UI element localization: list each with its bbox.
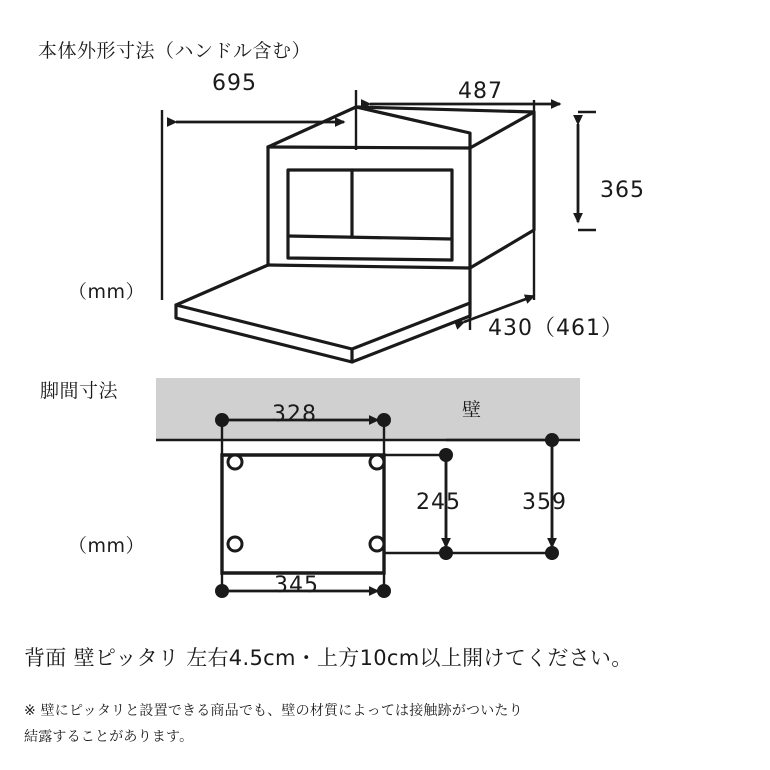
dimension-label-359: 359 [522,490,567,515]
foot-marker-front-left [228,537,242,551]
dimension-label-245: 245 [416,490,461,515]
wall-band [156,378,580,440]
dimension-label-487: 487 [458,79,503,104]
dimension-label-365: 365 [600,178,645,203]
bottom-diagram-group [156,414,580,597]
installation-note-main: 背面 壁ピッタリ 左右4.5cm・上方10cm以上開けてください。 [24,646,633,670]
top-dimension-arrows [176,104,578,322]
dimension-label-695: 695 [212,71,257,96]
dimension-label-345: 345 [274,573,319,598]
installation-note-small-line1: ※ 壁にピッタリと設置できる商品でも、壁の材質によっては接触跡がついたり [24,703,523,719]
foot-marker-rear-left [228,455,242,469]
foot-marker-front-right [370,537,384,551]
unit-label-top: （mm） [68,281,146,303]
bottom-dimension-arrows [228,420,552,591]
installation-note-small-line2: 結露することがあります。 [24,729,194,745]
dimension-label-328: 328 [272,402,317,427]
unit-label-bottom: （mm） [68,535,146,557]
foot-markers [228,455,384,551]
wall-label: 壁 [462,399,482,421]
foot-marker-rear-right [370,455,384,469]
top-extension-lines [162,90,596,330]
section-title-foot-spacing: 脚間寸法 [40,380,119,402]
section-title-body-dimensions: 本体外形寸法（ハンドル含む） [38,40,312,62]
dimension-label-430-461: 430（461） [488,316,624,341]
